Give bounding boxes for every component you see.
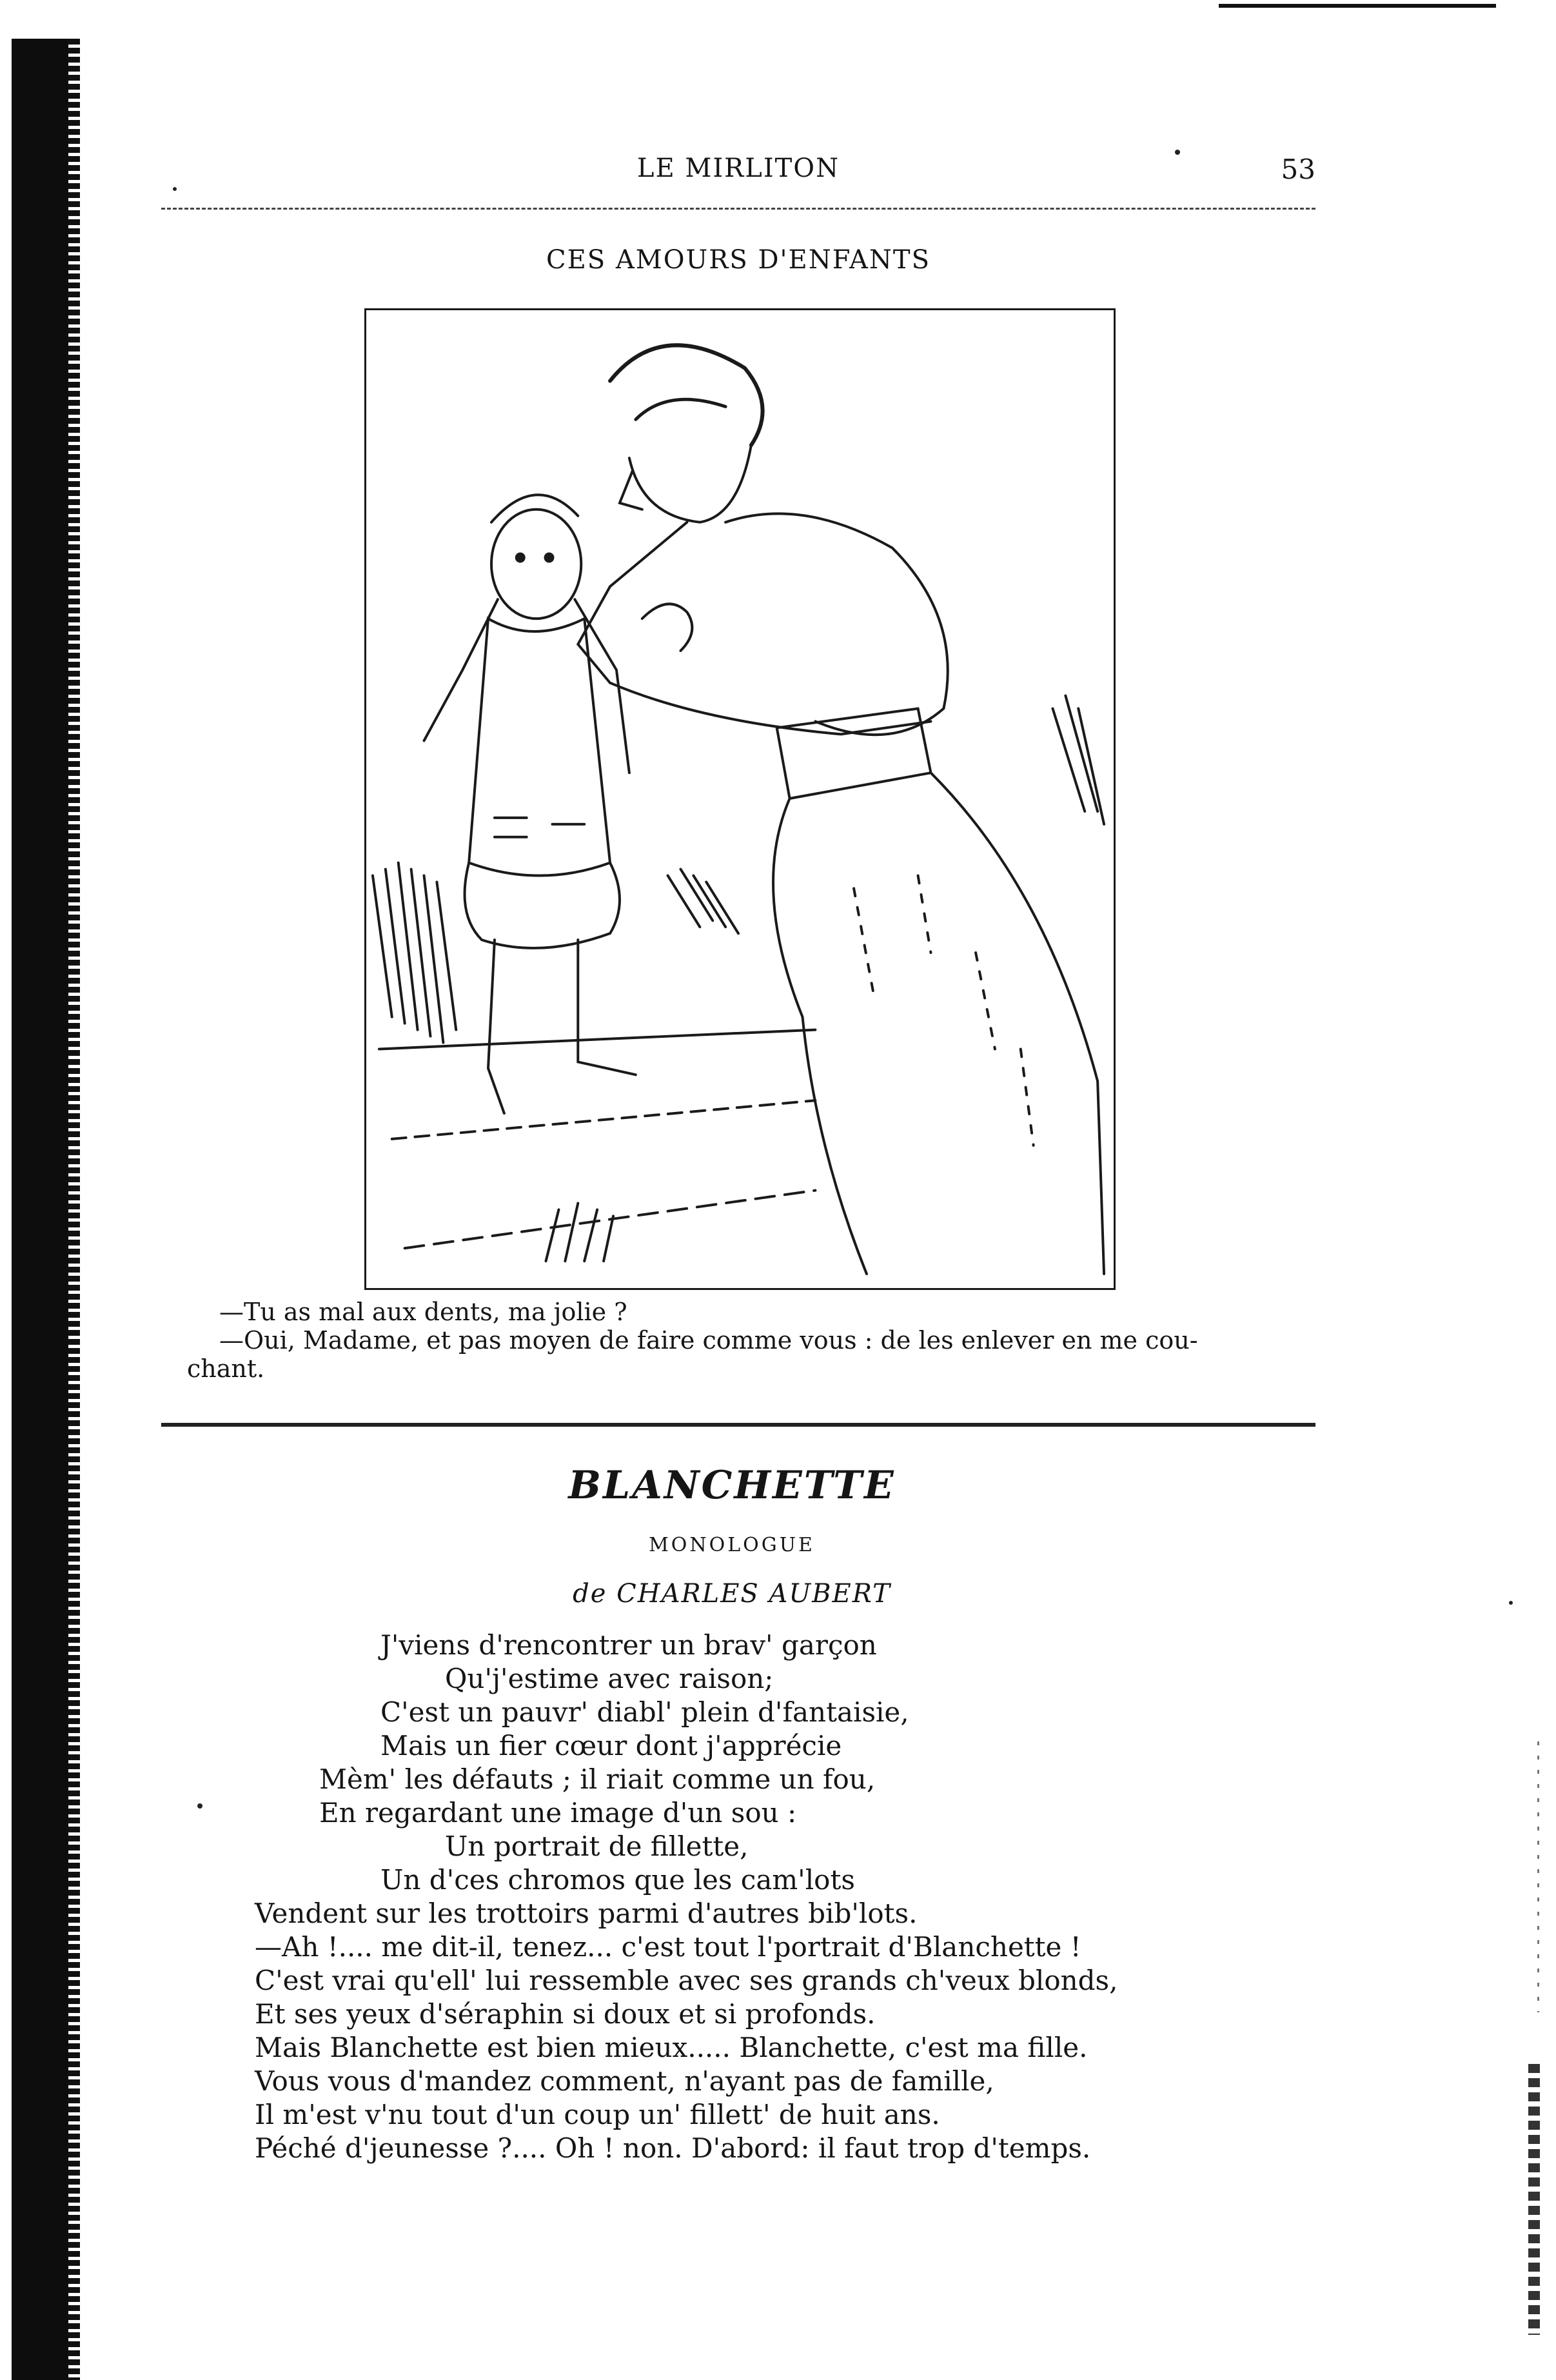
- scan-top-rule: [1219, 4, 1496, 8]
- scan-right-edge: [1528, 2064, 1540, 2335]
- dialogue-line: —Oui, Madame, et pas moyen de faire comme vous : de les enlever en me cou-: [219, 1326, 1198, 1354]
- verse-line: Vendent sur les trottoirs parmi d'autres bib'lots.: [255, 1898, 918, 1929]
- header-rule: [161, 208, 1315, 210]
- verse-line: Un d'ces chromos que les cam'lots: [380, 1864, 855, 1896]
- verse-line: Il m'est v'nu tout d'un coup un' fillett' de huit ans.: [255, 2099, 940, 2130]
- dialogue-line: chant.: [187, 1354, 265, 1383]
- journal-title: LE MIRLITON: [636, 154, 840, 183]
- verse-line: C'est vrai qu'ell' lui ressemble avec ses grands ch'veux blonds,: [255, 1965, 1118, 1996]
- illustration-drawing: [366, 310, 1114, 1288]
- poem-genre: MONOLOGUE: [649, 1534, 815, 1556]
- dialogue-line: —Tu as mal aux dents, ma jolie ?: [219, 1298, 627, 1326]
- poem-author: de CHARLES AUBERT: [573, 1579, 891, 1609]
- verse-line: Qu'j'estime avec raison;: [445, 1663, 774, 1694]
- cartoon-title: CES AMOURS D'ENFANTS: [546, 245, 931, 275]
- verse-line: En regardant une image d'un sou :: [319, 1797, 797, 1829]
- ink-speck: [1509, 1601, 1513, 1605]
- running-head: [161, 154, 1315, 192]
- verse-line: Et ses yeux d'séraphin si doux et si profonds.: [255, 1998, 876, 2030]
- section-divider: [161, 1423, 1315, 1427]
- cartoon-dialogue: [187, 1298, 1315, 1383]
- scan-right-ticks: [1537, 1741, 1539, 2012]
- verse-line: J'viens d'rencontrer un brav' garçon: [380, 1629, 877, 1661]
- verse-line: Péché d'jeunesse ?.... Oh ! non. D'abord: il faut trop d'temps.: [255, 2132, 1091, 2164]
- cartoon-illustration: [364, 308, 1116, 1290]
- verse-line: Mais un fier cœur dont j'apprécie: [380, 1730, 842, 1761]
- verse-line: Mais Blanchette est bien mieux..... Blanchette, c'est ma fille.: [255, 2032, 1088, 2063]
- page-number: 53: [1281, 154, 1315, 185]
- verse-line: Un portrait de fillette,: [445, 1830, 749, 1862]
- poem-title: BLANCHETTE: [568, 1463, 896, 1508]
- verse-line: Mèm' les défauts ; il riait comme un fou,: [319, 1763, 876, 1795]
- verse-line: C'est un pauvr' diabl' plein d'fantaisie,: [380, 1696, 909, 1728]
- ink-speck: [197, 1803, 202, 1809]
- scan-left-edge: [12, 39, 80, 2380]
- verse-line: Vous vous d'mandez comment, n'ayant pas de famille,: [255, 2065, 994, 2097]
- verse-line: —Ah !.... me dit-il, tenez... c'est tout l'portrait d'Blanchette !: [255, 1931, 1081, 1963]
